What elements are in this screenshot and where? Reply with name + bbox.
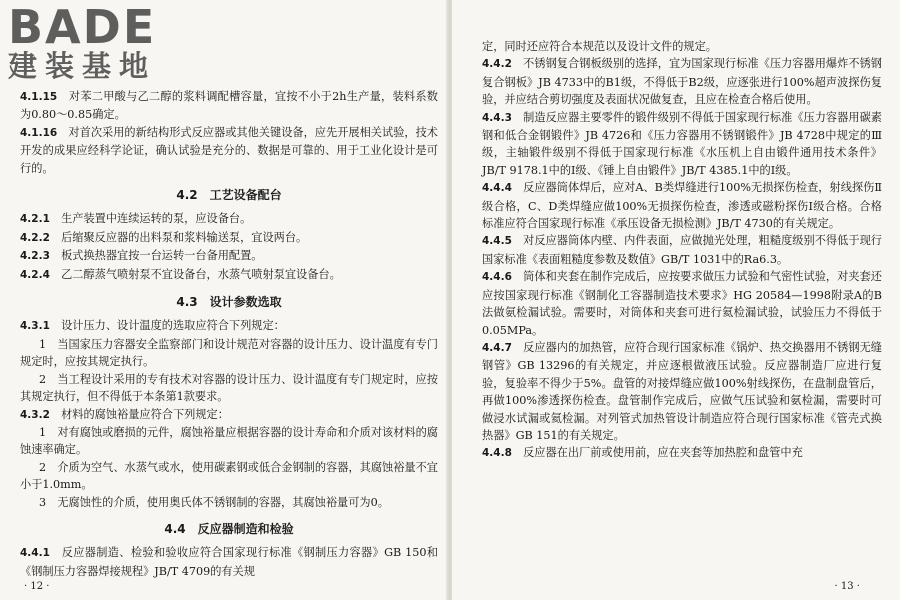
clause-4-4-8	[482, 444, 882, 462]
left-page	[0, 0, 448, 600]
clause-text: 制造反应器主要零件的锻件级别不得低于国家现行标准《压力容器用碳素钢和低合金钢锻件》JB 4726和《压力容器用不锈钢锻件》JB 4728中规定的Ⅲ级，主轴锻件级别不得低于国家现行标准《水压机上自由锻件通用技术条件》JB/T 9178.1中的Ⅰ级、《锤上自由锻件》JB/T 4385.1中的Ⅰ级。	[482, 110, 882, 177]
clauses-4-2	[20, 210, 438, 284]
left-clauses-top	[20, 88, 438, 177]
clause-4-2-3	[20, 247, 438, 265]
clause-text: 不锈钢复合钢板级别的选择，宜为国家现行标准《压力容器用爆炸不锈钢复合钢板》JB 4733中的B1级，不得低于B2级，应逐张进行100%超声波探伤复验，并应结合剪切强度及表面状况做复查，且应在检查合格后使用。	[482, 57, 882, 107]
page-number-left: · 12 ·	[24, 581, 50, 592]
clause-number: 4.2.1	[20, 213, 50, 226]
list-item: 2 当工程设计采用的专有技术对容器的设计压力、设计温度有专门规定时，应按其规定执行，但不得低于本条第1款要求。	[20, 372, 438, 404]
clause-text: 反应器筒体焊后，应对A、B类焊缝进行100%无损探伤检查，射线探伤Ⅱ级合格，C、D类焊缝应做100%无损探伤检查，渗透或磁粉探伤Ⅰ级合格。合格标准应符合国家现行标准《承压设备无损检测》JB/T 4730的有关规定。	[482, 181, 882, 231]
right-clauses	[482, 55, 882, 462]
clause-4-4-2	[482, 55, 882, 108]
clause-number: 4.1.16	[20, 126, 58, 139]
clause-number: 4.4.3	[482, 111, 512, 124]
clause-4-3-1-items	[20, 336, 438, 406]
clause-4-1-16	[20, 124, 438, 177]
list-item: 1 对有腐蚀或磨损的元件，腐蚀裕量应根据容器的设计寿命和介质对该材料的腐蚀速率确定。	[20, 425, 438, 457]
clause-number: 4.4.5	[482, 235, 512, 248]
clause-4-3-1: 4.3.1 设计压力、设计温度的选取应符合下列规定：	[20, 319, 285, 333]
right-page	[452, 0, 900, 600]
clause-4-4-7	[482, 339, 882, 444]
page-number-right: · 13 ·	[834, 581, 860, 592]
clause-number: 4.2.3	[20, 250, 50, 263]
clause-text: 生产装置中连续运转的泵，应设备台。	[61, 212, 252, 226]
clause-4-4-5	[482, 232, 882, 268]
clause-text: 乙二醇蒸气喷射泵不宜设备台，水蒸气喷射泵宜设备台。	[61, 267, 341, 281]
section-heading-4-3: 4.3 设计参数选取	[176, 295, 282, 310]
clause-text: 对反应器筒体内壁、内件表面，应做抛光处理，粗糙度级别不得低于现行国家标准《表面粗糙度参数及数值》GB/T 1031中的Ra6.3。	[482, 234, 882, 266]
clause-text: 反应器在出厂前或使用前，应在夹套等加热腔和盘管中充	[523, 446, 803, 460]
clause-text: 后缩聚反应器的出料泵和浆料输送泵，宜设两台。	[61, 230, 308, 244]
list-item: 3 无腐蚀性的介质，使用奥氏体不锈钢制的容器，其腐蚀裕量可为0。	[39, 495, 389, 509]
clause-text: 对首次采用的新结构形式反应器或其他关键设备，应先开展相关试验，技术开发的成果应经科学论证，确认试验是充分的、数据是可靠的、用于工业化设计是可行的。	[20, 125, 438, 175]
clause-number: 4.4.8	[482, 447, 512, 460]
logo-subtitle: 建装基地	[8, 49, 157, 83]
clause-text: 对苯二甲酸与乙二醇的浆料调配槽容量，宜按不小于2h生产量，装料系数为0.80～0.85确定。	[20, 90, 438, 122]
section-heading-4-4: 4.4 反应器制造和检验	[164, 521, 294, 536]
list-item: 1 当国家压力容器安全监察部门和设计规范对容器的设计压力、设计温度有专门规定时，应按其规定执行。	[20, 337, 438, 369]
clause-number: 4.2.2	[20, 231, 50, 244]
clause-4-2-2	[20, 229, 438, 247]
clause-4-4-1: 4.4.1 反应器制造、检验和验收应符合国家现行标准《钢制压力容器》GB 150和《钢制压力容器焊接规程》JB/T 4709的有关规	[20, 546, 438, 578]
section-heading-4-2: 4.2 工艺设备配台	[176, 188, 282, 203]
clause-4-4-4	[482, 179, 882, 232]
clause-text: 反应器内的加热管，应符合现行国家标准《锅炉、热交换器用不锈钢无缝钢管》GB 13296的有关规定，并应逐根做液压试验。反应器制造厂应进行复验，复验率不得少于5%。盘管的对接焊缝应做100%射线探伤，在盘制盘管后，再做100%渗透探伤检查。盘管制作完成后，应做气压试验和氨检漏，需要时可做浸水试漏或氦检漏。对列管式加热管设计制造应符合现行国家标准《管壳式换热器》GB 151的有关规定。	[482, 340, 882, 442]
logo-brand: BADE	[8, 0, 157, 54]
clause-4-3-2: 4.3.2 材料的腐蚀裕量应符合下列规定：	[20, 407, 229, 421]
clause-4-3-2-items	[20, 424, 438, 511]
clause-4-4-6	[482, 268, 882, 339]
clause-4-1-15	[20, 88, 438, 124]
clause-text: 板式换热器宜按一台运转一台备用配置。	[61, 249, 263, 263]
continued-text: 定，同时还应符合本规范以及设计文件的规定。	[482, 40, 717, 53]
clause-text: 筒体和夹套在制作完成后，应按要求做压力试验和气密性试验，对夹套还应按国家现行标准《钢制化工容器制造技术要求》HG 20584—1998附录A的B法做氨检漏试验。需要时，对筒体和夹套可进行氦检漏试验，试验压力不得低于0.05MPa。	[482, 270, 882, 337]
clause-4-2-4	[20, 266, 438, 284]
clause-number: 4.2.4	[20, 268, 50, 281]
watermark-logo	[8, 0, 178, 86]
clause-number: 4.4.4	[482, 182, 512, 195]
clause-number: 4.4.2	[482, 58, 512, 71]
list-item: 2 介质为空气、水蒸气或水，使用碳素钢或低合金钢制的容器，其腐蚀裕量不宜小于1.0mm。	[20, 460, 438, 492]
clause-4-2-1	[20, 210, 438, 228]
clause-number: 4.1.15	[20, 91, 58, 103]
clause-4-4-3	[482, 109, 882, 180]
clause-number: 4.4.6	[482, 271, 512, 284]
clause-number: 4.4.7	[482, 341, 512, 354]
